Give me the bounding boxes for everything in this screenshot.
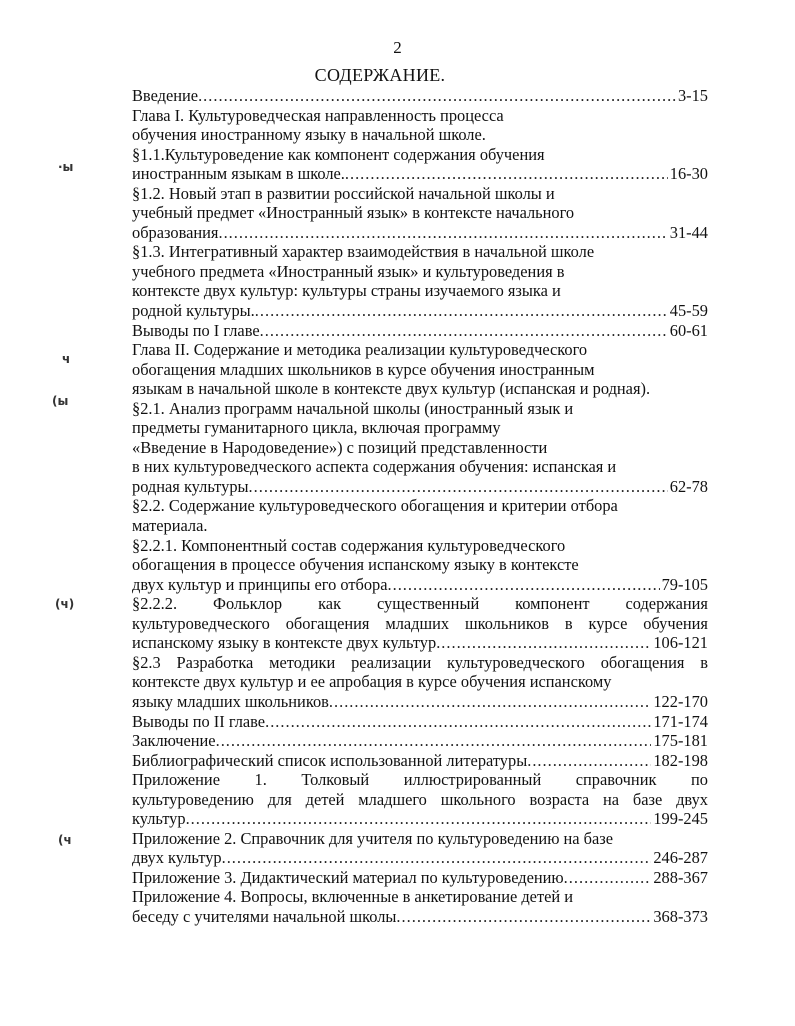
toc-entry-text: родной культуры.	[132, 301, 255, 321]
toc-line	[132, 360, 708, 380]
toc-line	[132, 829, 708, 849]
toc-page-range: 199-245	[653, 809, 708, 829]
toc-line	[132, 496, 708, 516]
toc-entry-text: беседу с учителями начальной школы	[132, 906, 397, 926]
toc-page-range: 171-174	[653, 711, 708, 731]
toc-line	[132, 184, 708, 204]
dot-leader	[218, 223, 667, 243]
toc-entry-text: предметы гуманитарного цикла, включая программу	[132, 418, 501, 438]
dot-leader	[255, 301, 668, 321]
toc-entry-text: Выводы по II главе	[132, 711, 266, 731]
page-number: 2	[393, 38, 402, 57]
toc-entry-text: испанскому языку в контексте двух культур	[132, 633, 437, 653]
toc-entry-text: Приложение 2. Справочник для учителя по культуроведению на базе	[132, 828, 614, 848]
toc-line	[132, 223, 708, 243]
toc-word: содержания	[625, 594, 708, 614]
toc-word: в	[700, 652, 708, 672]
toc-word: на	[602, 789, 620, 809]
dot-leader	[396, 907, 651, 927]
toc-entry-text: обогащения младших школьников в курсе обучения иностранным	[132, 359, 595, 379]
margin-mark: ч	[62, 352, 71, 366]
toc-word: двух	[676, 789, 708, 809]
toc-page-range: 79-105	[661, 574, 708, 594]
toc-entry-text: Глава I. Культуроведческая направленность процесса	[132, 105, 504, 125]
toc-line	[132, 770, 708, 790]
toc-line	[132, 887, 708, 907]
toc-line	[132, 614, 708, 634]
toc-word: реализации	[351, 652, 432, 672]
toc-entry-text: §1.3. Интегративный характер взаимодействия в начальной школе	[132, 242, 595, 262]
toc-page-range: 31-44	[669, 222, 708, 242]
dot-leader	[265, 712, 651, 732]
toc-line	[132, 340, 708, 360]
dot-leader	[216, 731, 652, 751]
toc-line	[132, 633, 708, 653]
toc-line	[132, 399, 708, 419]
dot-leader	[260, 321, 668, 341]
toc-line	[132, 536, 708, 556]
toc-entry-text: учебного предмета «Иностранный язык» и культуроведения в	[132, 261, 565, 281]
toc-line	[132, 321, 708, 341]
toc-page-range: 16-30	[669, 164, 708, 184]
toc-line	[132, 809, 708, 829]
toc-line	[132, 438, 708, 458]
toc-word: обогащения	[285, 613, 370, 633]
toc-word: обучения	[643, 613, 708, 633]
toc-line	[132, 672, 708, 692]
toc-word: школьного	[440, 789, 516, 809]
toc-word: в	[564, 613, 573, 633]
toc-line	[132, 907, 708, 927]
toc-entry-text: учебный предмет «Иностранный язык» в контексте начального	[132, 203, 575, 223]
margin-mark: (ч)	[55, 597, 75, 611]
toc-entry-text: культур	[132, 809, 186, 829]
table-of-contents	[132, 86, 708, 927]
toc-line	[132, 262, 708, 282]
toc-entry-text: материала.	[132, 516, 208, 536]
toc-page-range: 175-181	[653, 731, 708, 751]
toc-page-range: 368-373	[653, 906, 708, 926]
toc-entry-text: Введение	[132, 86, 199, 105]
dot-leader	[198, 86, 676, 106]
toc-line	[132, 86, 708, 106]
toc-word: культуроведческого	[447, 652, 585, 672]
toc-entry-text: Заключение	[132, 731, 216, 751]
toc-page-range: 182-198	[653, 750, 708, 770]
toc-line	[132, 516, 708, 536]
toc-line	[132, 125, 708, 145]
dot-leader	[222, 848, 652, 868]
dot-leader	[329, 692, 651, 712]
toc-line	[132, 164, 708, 184]
toc-entry-text: Глава II. Содержание и методика реализации культуроведческого	[132, 340, 588, 360]
toc-word: культуроведческого	[132, 613, 270, 633]
dot-leader	[527, 751, 651, 771]
toc-entry-text: «Введение в Народоведение») с позиций представленности	[132, 437, 548, 457]
toc-page-range: 62-78	[669, 476, 708, 496]
toc-entry-text: в них культуроведческого аспекта содержания обучения: испанская и	[132, 457, 617, 477]
toc-word: по	[690, 770, 708, 790]
dot-leader	[249, 477, 668, 497]
toc-line	[132, 848, 708, 868]
toc-entry-text: родная культуры	[132, 476, 249, 496]
toc-entry-text: Библиографический список использованной литературы	[132, 750, 528, 770]
toc-line	[132, 751, 708, 771]
toc-entry-text: контексте двух культур: культуры страны изучаемого языка и	[132, 281, 561, 301]
toc-line	[132, 379, 708, 399]
toc-line	[132, 555, 708, 575]
toc-line	[132, 731, 708, 751]
toc-word: иллюстрированный	[403, 770, 542, 790]
toc-line	[132, 457, 708, 477]
toc-entry-text: Приложение 4. Вопросы, включенные в анкетирование детей и	[132, 887, 574, 907]
toc-line	[132, 203, 708, 223]
dot-leader	[436, 633, 651, 653]
toc-entry-text: §2.2.1. Компонентный состав содержания культуроведческого	[132, 535, 566, 555]
toc-word: курсе	[588, 613, 628, 633]
margin-mark: ·ы	[58, 160, 74, 174]
toc-line	[132, 477, 708, 497]
toc-word: компонент	[515, 594, 590, 614]
toc-heading: СОДЕРЖАНИЕ.	[314, 65, 446, 85]
toc-word: Толковый	[301, 770, 370, 790]
toc-word: 1.	[254, 770, 267, 790]
toc-line	[132, 575, 708, 595]
toc-word: обогащения	[600, 652, 685, 672]
toc-word: детей	[305, 789, 345, 809]
toc-word: справочник	[575, 770, 657, 790]
dot-leader	[186, 809, 652, 829]
toc-word: школьников	[464, 613, 549, 633]
toc-line	[132, 868, 708, 888]
toc-entry-text: обучения иностранному языку в начальной школе.	[132, 125, 486, 145]
toc-entry-text: двух культур и принципы его отбора	[132, 574, 388, 594]
toc-page-range: 122-170	[653, 691, 708, 711]
toc-line	[132, 712, 708, 732]
toc-line	[132, 692, 708, 712]
toc-entry-text: §1.1.Культуроведение как компонент содержания обучения	[132, 144, 545, 164]
toc-line	[132, 281, 708, 301]
toc-page-range: 288-367	[653, 867, 708, 887]
toc-word: младшего	[358, 789, 427, 809]
toc-page-range: 60-61	[669, 320, 708, 340]
toc-line	[132, 418, 708, 438]
toc-page-range: 106-121	[653, 633, 708, 653]
margin-mark: (ы	[52, 394, 69, 408]
toc-line	[132, 653, 708, 673]
margin-mark: (ч	[58, 833, 72, 847]
toc-entry-text: Выводы по I главе	[132, 320, 260, 340]
dot-leader	[564, 868, 652, 888]
toc-word: базе	[632, 789, 663, 809]
toc-line	[132, 790, 708, 810]
dot-leader	[388, 575, 660, 595]
toc-word: существенный	[376, 594, 480, 614]
toc-word: Разработка	[176, 652, 254, 672]
toc-entry-text: двух культур	[132, 848, 222, 868]
toc-page-range: 45-59	[669, 301, 708, 321]
toc-entry-text: языку младших школьников	[132, 691, 329, 711]
toc-entry-text: §1.2. Новый этап в развитии российской начальной школы и	[132, 183, 555, 203]
toc-word: возраста	[529, 789, 590, 809]
toc-line	[132, 301, 708, 321]
toc-word: Приложение	[132, 770, 220, 790]
toc-page-range: 246-287	[653, 848, 708, 868]
toc-word: §2.3	[132, 652, 161, 672]
toc-word: культуроведению	[132, 789, 254, 809]
dot-leader	[345, 164, 668, 184]
toc-entry-text: обогащения в процессе обучения испанскому языку в контексте	[132, 555, 579, 575]
toc-word: как	[318, 594, 342, 614]
toc-word: Фольклор	[213, 594, 283, 614]
toc-line	[132, 594, 708, 614]
toc-entry-text: контексте двух культур и ее апробация в курсе обучения испанскому	[132, 672, 612, 692]
toc-word: §2.2.2.	[132, 594, 178, 614]
toc-word: младших	[385, 613, 450, 633]
toc-entry-text: языкам в начальной школе в контексте двух культур (испанская и родная).	[132, 379, 651, 399]
toc-word: методики	[269, 652, 336, 672]
toc-line	[132, 145, 708, 165]
toc-entry-text: образования	[132, 222, 219, 242]
toc-line	[132, 106, 708, 126]
toc-entry-text: §2.1. Анализ программ начальной школы (иностранный язык и	[132, 398, 574, 418]
toc-word: для	[267, 789, 292, 809]
toc-entry-text: иностранным языкам в школе.	[132, 164, 345, 184]
toc-entry-text: §2.2. Содержание культуроведческого обогащения и критерии отбора	[132, 496, 618, 516]
toc-entry-text: Приложение 3. Дидактический материал по культуроведению	[132, 867, 564, 887]
toc-line	[132, 242, 708, 262]
toc-page-range: 3-15	[677, 86, 708, 105]
